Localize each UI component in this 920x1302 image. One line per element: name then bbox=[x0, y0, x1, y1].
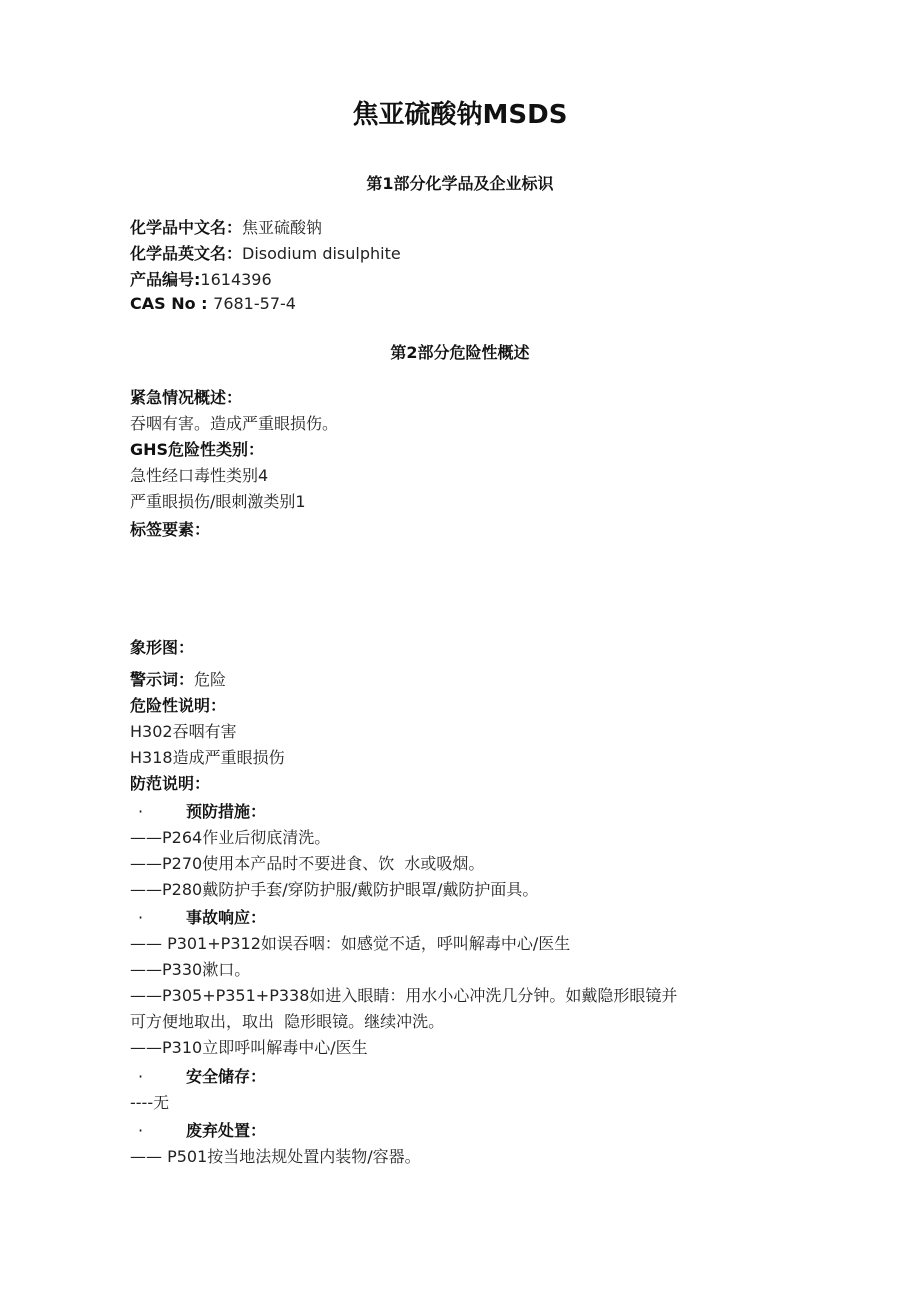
signal-word-value: 危险 bbox=[194, 670, 227, 689]
ghs-item: 严重眼损伤/眼刺激类别1 bbox=[130, 492, 306, 511]
pictogram-label: 象形图： bbox=[130, 638, 195, 657]
precaution-item: ——P280戴防护手套/穿防护服/戴防护眼罩/戴防护面具。 bbox=[130, 880, 539, 899]
ghs-label: GHS危险性类别： bbox=[130, 440, 265, 459]
signal-word-label: 警示词： bbox=[130, 670, 195, 689]
field-value: 7681-57-4 bbox=[213, 294, 296, 313]
disposal-item: —— P501按当地法规处置内装物/容器。 bbox=[130, 1147, 421, 1166]
field-label: CAS No : bbox=[130, 294, 214, 313]
field-label: 化学品英文名： bbox=[130, 244, 243, 263]
hazard-statement-label: 危险性说明： bbox=[130, 696, 227, 715]
field-label: 化学品中文名： bbox=[130, 218, 243, 237]
emergency-text: 吞咽有害。造成严重眼损伤。 bbox=[130, 414, 339, 433]
section2-heading: 第2部分危险性概述 bbox=[390, 343, 530, 362]
response-heading: · 事故响应： bbox=[130, 908, 266, 928]
field-label: 产品编号: bbox=[130, 270, 201, 289]
section1-heading: 第1部分化学品及企业标识 bbox=[366, 174, 554, 193]
hazard-statement: H318造成严重眼损伤 bbox=[130, 748, 285, 767]
field-cas-no bbox=[130, 294, 296, 314]
document-title: 焦亚硫酸钠MSDS bbox=[352, 100, 568, 130]
response-item: —— P301+P312如误吞咽：如感觉不适，呼叫解毒中心/医生 bbox=[130, 934, 571, 953]
bullet-icon: · bbox=[138, 802, 144, 821]
response-item: ——P330漱口。 bbox=[130, 960, 251, 979]
bullet-icon: · bbox=[138, 1067, 144, 1086]
field-value: Disodium disulphite bbox=[242, 244, 401, 263]
storage-item: ----无 bbox=[130, 1093, 170, 1112]
precaution-item: ——P270使用本产品时不要进食、饮 水或吸烟。 bbox=[130, 854, 485, 873]
signal-word bbox=[130, 670, 226, 690]
emergency-label: 紧急情况概述： bbox=[130, 388, 243, 407]
bullet-icon: · bbox=[138, 1121, 144, 1140]
precaution-item: ——P264作业后彻底清洗。 bbox=[130, 828, 331, 847]
ghs-item: 急性经口毒性类别4 bbox=[130, 466, 269, 485]
label-elements-heading: 标签要素： bbox=[130, 520, 211, 539]
response-item: ——P305+P351+P338如进入眼睛：用水小心冲洗几分钟。如戴隐形眼镜并 bbox=[130, 986, 678, 1005]
bullet-icon: · bbox=[138, 908, 144, 927]
field-english-name bbox=[130, 244, 401, 264]
response-item: ——P310立即呼叫解毒中心/医生 bbox=[130, 1038, 368, 1057]
response-item: 可方便地取出，取出 隐形眼镜。继续冲洗。 bbox=[130, 1012, 445, 1031]
field-product-number bbox=[130, 270, 272, 290]
prevention-heading: · 预防措施： bbox=[130, 802, 266, 822]
precaution-label: 防范说明： bbox=[130, 774, 211, 793]
hazard-statement: H302吞咽有害 bbox=[130, 722, 237, 741]
field-value: 1614396 bbox=[200, 270, 272, 289]
field-chinese-name bbox=[130, 218, 322, 238]
field-value: 焦亚硫酸钠 bbox=[242, 218, 323, 237]
disposal-heading: · 废弃处置： bbox=[130, 1121, 266, 1141]
storage-heading: · 安全储存： bbox=[130, 1067, 266, 1087]
